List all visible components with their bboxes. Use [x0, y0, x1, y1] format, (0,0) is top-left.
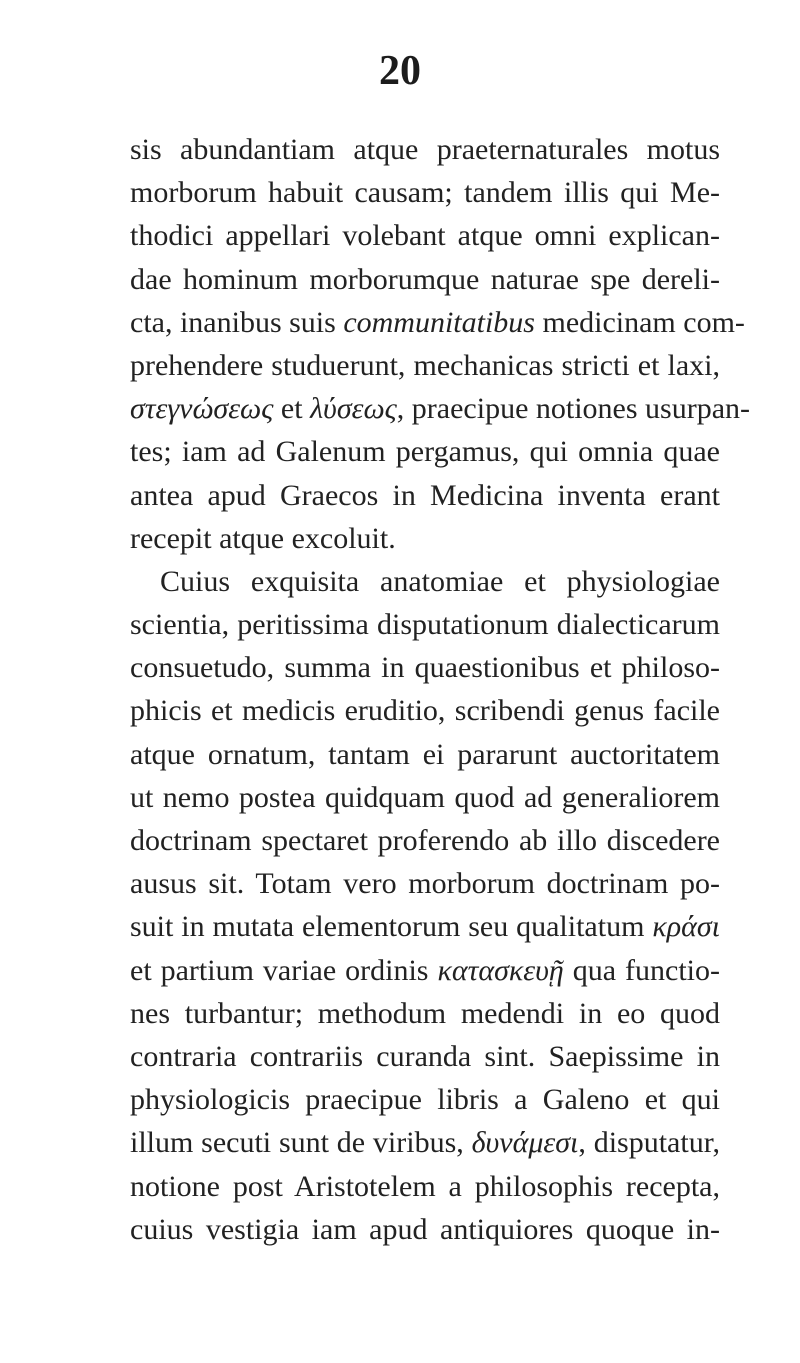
text-line: [130, 949, 720, 992]
text-segment: tes; iam ad Galenum pergamus, qui omnia quae: [130, 435, 720, 469]
text-line: [130, 344, 720, 387]
text-segment: physiologicis praecipue libris a Galeno et qui: [130, 1083, 720, 1117]
text-segment: suit in mutata elementorum seu qualitatum: [130, 910, 653, 944]
text-line: [130, 214, 720, 257]
text-segment: atque ornatum, tantam ei pararunt auctoritatem: [130, 737, 720, 771]
text-line: [130, 258, 720, 301]
text-line: [130, 992, 720, 1035]
text-line: [130, 430, 720, 473]
text-segment: ut nemo postea quidquam quod ad generaliorem: [130, 780, 720, 814]
text-line: [130, 128, 720, 171]
text-segment: sis abundantiam atque praeternaturales motus: [130, 133, 720, 166]
text-line: [130, 517, 720, 560]
text-segment: qua functio-: [563, 953, 720, 987]
text-segment: scientia, peritissima disputationum dialecticarum: [130, 608, 720, 642]
text-line: [130, 387, 751, 430]
text-segment: antea apud Graecos in Medicina inventa erant: [130, 478, 720, 512]
text-segment: thodici appellari volebant atque omni explican-: [130, 219, 720, 253]
text-segment: , praecipue notiones usurpan-: [396, 392, 751, 426]
text-line: [130, 862, 720, 905]
text-segment: cta, inanibus suis: [130, 305, 344, 339]
text-segment: ausus sit. Totam vero morborum doctrinam po-: [130, 867, 720, 901]
italic-segment: κατασκευῇ: [437, 953, 564, 987]
text-segment: illum secuti sunt de viribus,: [130, 1126, 472, 1160]
text-line: [130, 1121, 720, 1164]
text-segment: nes turbantur; methodum medendi in eo quod: [130, 996, 720, 1030]
text-line: [130, 301, 745, 344]
text-segment: notione post Aristotelem a philosophis recepta,: [130, 1169, 720, 1203]
text-line: [130, 689, 720, 732]
text-segment: cuius vestigia iam apud antiquiores quoque in-: [130, 1212, 720, 1246]
text-segment: doctrinam spectaret proferendo ab illo discedere: [130, 824, 720, 857]
text-segment: et partium variae ordinis: [130, 953, 438, 987]
text-segment: morborum habuit causam; tandem illis qui Me-: [130, 176, 720, 210]
text-line: [130, 171, 720, 214]
text-segment: consuetudo, summa in quaestionibus et philoso-: [130, 651, 720, 685]
text-line: [130, 560, 720, 603]
text-line: [130, 1078, 720, 1121]
text-line: [130, 819, 720, 862]
italic-segment: λύσεως: [310, 392, 397, 426]
text-segment: dae hominum morborumque naturae spe dereli-: [130, 262, 720, 296]
text-segment: prehendere studuerunt, mechanicas stricti et laxi,: [130, 348, 720, 382]
italic-segment: κράσι: [652, 910, 720, 944]
text-segment: contraria contrariis curanda sint. Saepissime in: [130, 1039, 720, 1073]
text-line: [130, 1208, 720, 1251]
text-segment: et: [273, 392, 311, 426]
text-line: [130, 776, 720, 819]
text-segment: recepit atque excoluit.: [130, 521, 396, 555]
text-line: [130, 905, 720, 948]
text-line: [130, 603, 720, 646]
text-line: [130, 646, 720, 689]
text-line: [130, 474, 720, 517]
text-segment: Cuius exquisita anatomiae et physiologiae: [160, 564, 720, 598]
italic-segment: δυνάμεσι: [471, 1126, 579, 1160]
text-segment: phicis et medicis eruditio, scribendi genus facile: [130, 694, 720, 728]
text-segment: , disputatur,: [578, 1126, 720, 1160]
text-line: [130, 1035, 720, 1078]
page-number: 20: [379, 48, 421, 94]
text-line: [130, 733, 720, 776]
body-text: [130, 128, 751, 1251]
italic-segment: communitatibus: [343, 305, 535, 339]
text-segment: medicinam com-: [534, 305, 745, 339]
text-line: [130, 1165, 720, 1208]
italic-segment: στεγνώσεως: [130, 392, 274, 426]
